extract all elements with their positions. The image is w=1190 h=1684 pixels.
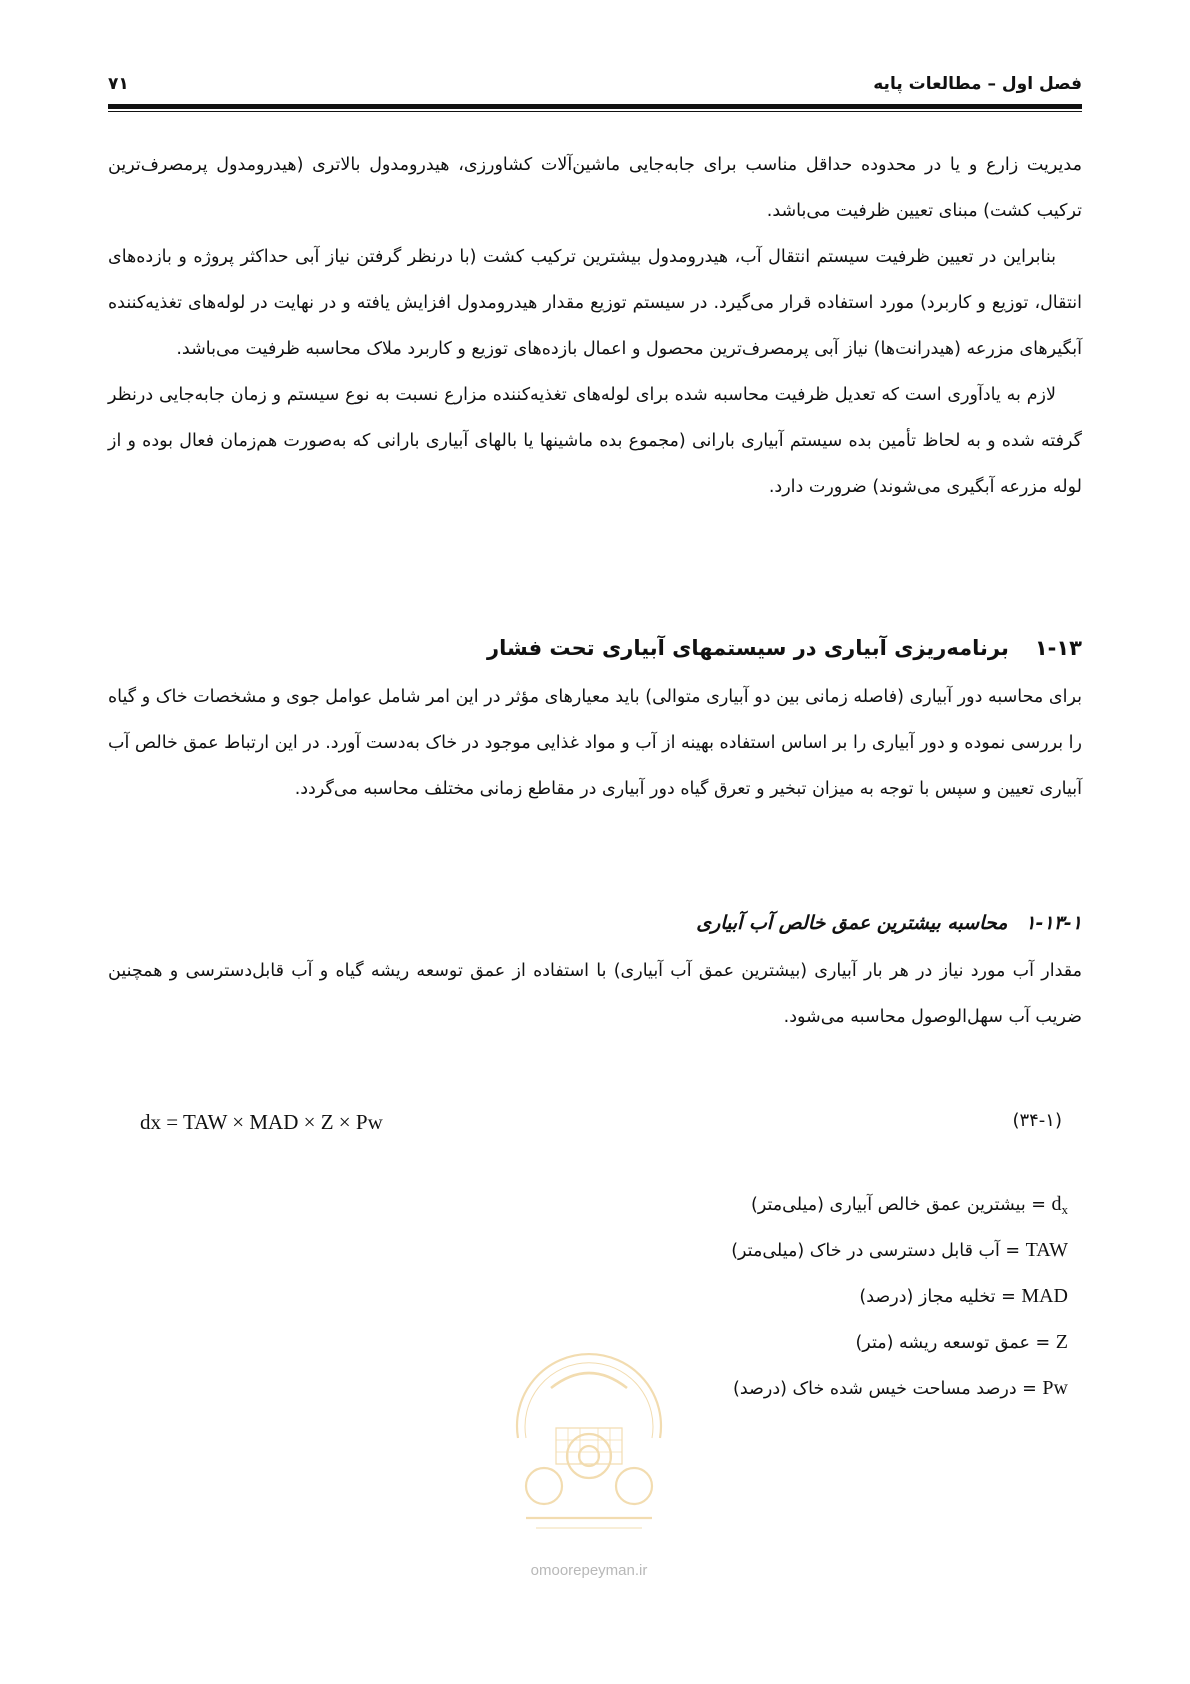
subsection-title: محاسبه بیشترین عمق خالص آب آبیاری	[696, 912, 1008, 934]
section-text	[108, 674, 1082, 812]
paragraph: برای محاسبه دور آبیاری (فاصله زمانی بین دو آبیاری متوالی) باید معیارهای مؤثر در این امر شامل عوامل جوی و مشخصات خاک و گیاه را بررسی نموده و دور آبیاری را بر اساس استفاده بهینه از آب و مواد غذایی موجود در خاک به‌دست آورد. در این ارتباط عمق خالص آب آبیاری تعیین و سپس با توجه به میزان تبخیر و تعرق گیاه دور آبیاری در مقاطع زمانی مختلف محاسبه می‌گردد.	[108, 687, 1082, 799]
watermark-logo-icon	[496, 1318, 682, 1558]
section-title: برنامه‌ریزی آبیاری در سیستمهای آبیاری تحت فشار	[487, 636, 1009, 660]
definition-symbol: $d_x$	[1051, 1193, 1068, 1217]
subsection-text	[108, 948, 1082, 1040]
definition-text: = آب قابل دسترسی در خاک (میلی‌متر)	[731, 1241, 1026, 1261]
subsection-heading	[108, 903, 1082, 943]
equation-number: (۳۴-۱)	[1012, 1110, 1062, 1131]
definition-text: = بیشترین عمق خالص آبیاری (میلی‌متر)	[751, 1195, 1052, 1215]
definition-item	[468, 1184, 1068, 1230]
paragraph: لازم به یادآوری است که تعدیل ظرفیت محاسبه شده برای لوله‌های تغذیه‌کننده مزارع نسبت به نوع سیستم و زمان جابه‌جایی درنظر گرفته شده و به لحاظ تأمین بده سیستم آبیاری بارانی (مجموع بده ماشینها یا بالهای آبیاری بارانی که به‌صورت هم‌زمان فعال بوده و از لوله مزرعه آبگیری می‌شوند) ضرورت دارد.	[108, 385, 1082, 497]
definition-symbol: MAD	[1021, 1285, 1068, 1307]
definition-text: = عمق توسعه ریشه (متر)	[855, 1333, 1056, 1353]
subsection-number: ۱-۱۳-۱	[1025, 912, 1082, 934]
header-rule-thick	[108, 104, 1082, 109]
page-number: ۷۱	[108, 74, 129, 94]
definition-text: = تخلیه مجاز (درصد)	[859, 1287, 1022, 1307]
section-heading	[108, 628, 1082, 668]
intro-text	[108, 142, 1082, 510]
equation	[140, 1104, 1080, 1144]
equation-formula: dx = TAW × MAD × Z × Pw	[140, 1110, 383, 1134]
header-rule-thin	[108, 111, 1082, 112]
definition-text: = درصد مساحت خیس شده خاک (درصد)	[733, 1379, 1043, 1399]
chapter-title: فصل اول – مطالعات پایه	[873, 74, 1082, 94]
definition-symbol: Pw	[1042, 1377, 1068, 1399]
page-header	[108, 72, 1082, 102]
paragraph: مدیریت زارع و یا در محدوده حداقل مناسب برای جابه‌جایی ماشین‌آلات کشاورزی، هیدرومدول بالاتری (هیدرومدول پرمصرف‌ترین ترکیب کشت) مبنای تعیین ظرفیت می‌باشد.	[108, 155, 1082, 221]
definition-item	[468, 1230, 1068, 1276]
paragraph: بنابراین در تعیین ظرفیت سیستم انتقال آب، هیدرومدول بیشترین ترکیب کشت (با درنظر گرفتن نیاز آبی حداکثر پروژه و بازده‌های انتقال، توزیع و کاربرد) مورد استفاده قرار می‌گیرد. در سیستم توزیع مقدار هیدرومدول افزایش یافته و در نهایت در لوله‌های تغذیه‌کننده آبگیرهای مزرعه (هیدرانت‌ها) نیاز آبی پرمصرف‌ترین محصول و اعمال بازده‌های توزیع و کاربرد ملاک محاسبه ظرفیت می‌باشد.	[108, 247, 1082, 359]
definition-item	[468, 1276, 1068, 1322]
watermark-url: omoorepeyman.ir	[530, 1562, 648, 1579]
definition-symbol: TAW	[1025, 1239, 1068, 1261]
definition-symbol: Z	[1055, 1331, 1068, 1353]
section-number: ۱-۱۳	[1034, 636, 1082, 660]
paragraph: مقدار آب مورد نیاز در هر بار آبیاری (بیشترین عمق آب آبیاری) با استفاده از عمق توسعه ریشه گیاه و آب قابل‌دسترسی و همچنین ضریب آب سهل‌الوصول محاسبه می‌شود.	[108, 961, 1082, 1027]
